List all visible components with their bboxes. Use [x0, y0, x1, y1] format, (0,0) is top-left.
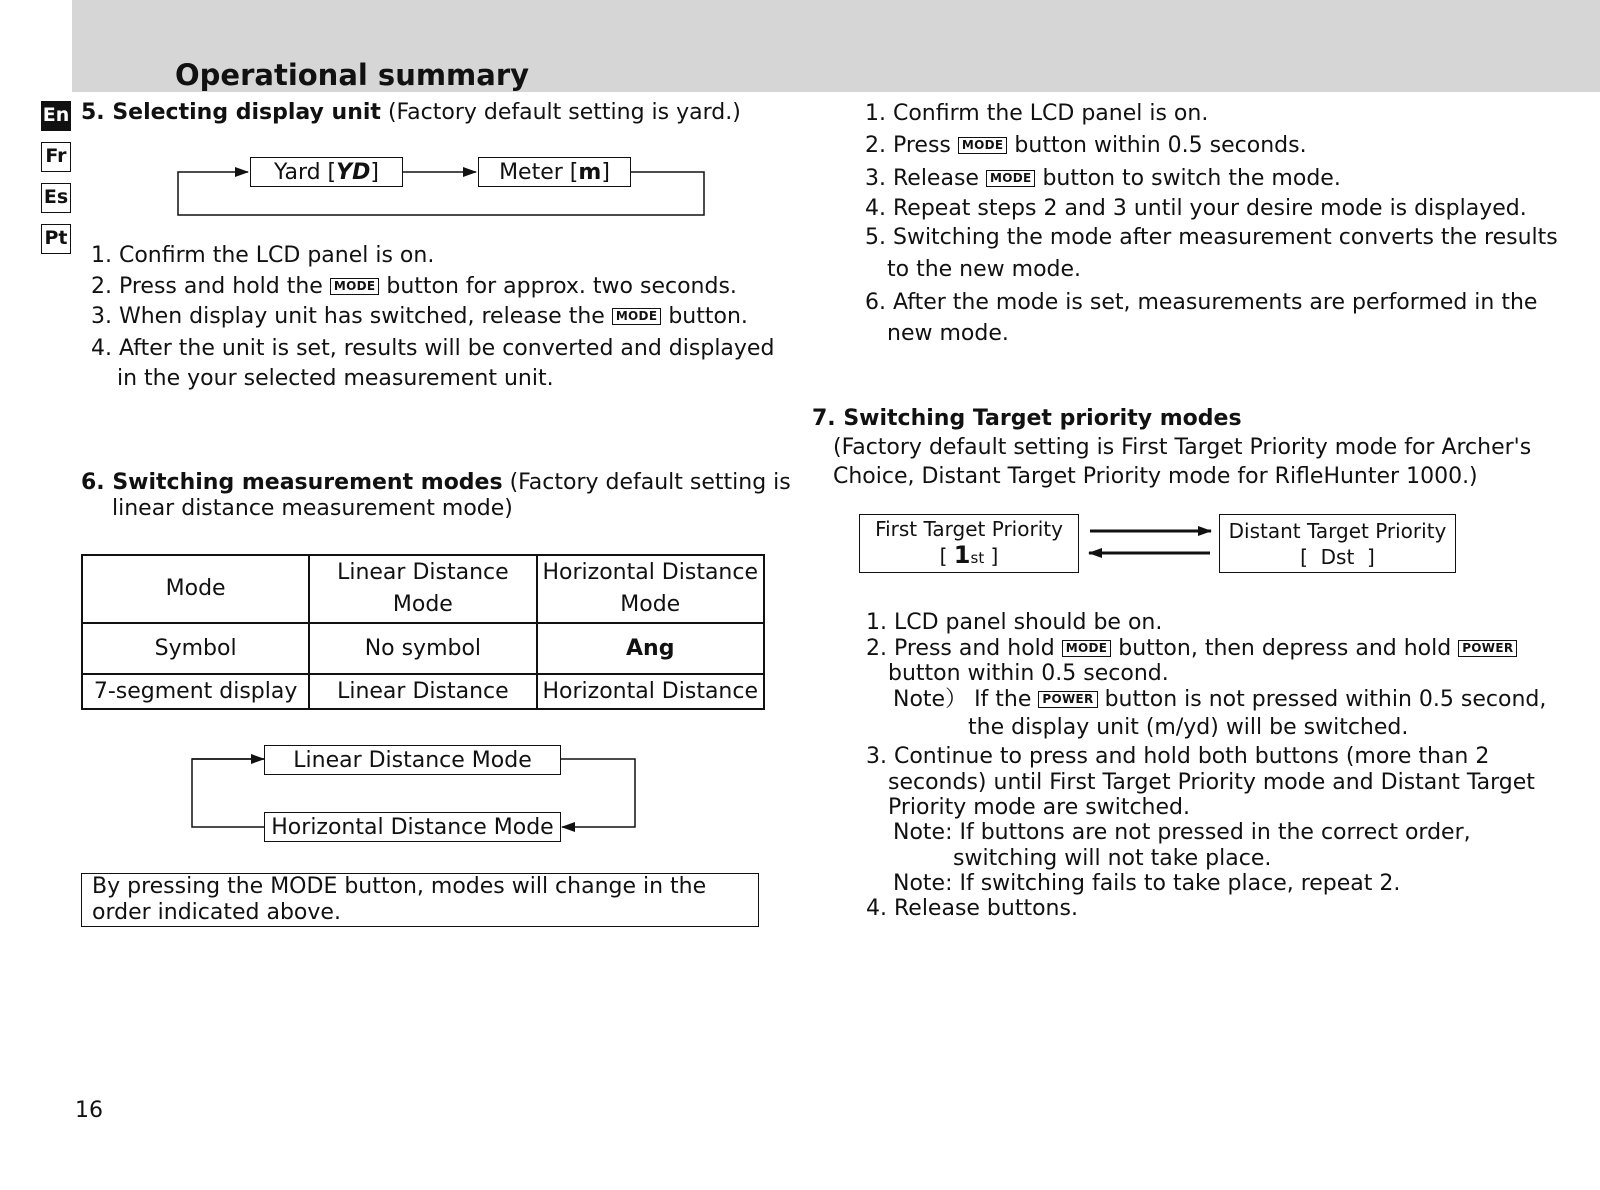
- s7-step-2-cont: button within 0.5 second.: [888, 661, 1169, 686]
- table-row: [82, 555, 764, 623]
- page-number: 16: [75, 1098, 103, 1123]
- s5-step-1: 1. Confirm the LCD panel is on.: [91, 243, 435, 268]
- s7-step-1: 1. LCD panel should be on.: [866, 610, 1163, 635]
- symbol-big: 1: [953, 541, 971, 569]
- r-step-2-b: button within 0.5 seconds.: [1014, 133, 1307, 158]
- symbol-close: ]: [984, 544, 999, 568]
- table-cell: Mode: [82, 555, 309, 623]
- s7-step-3-cont-2: Priority mode are switched.: [888, 795, 1190, 820]
- r-step-3-a: 3. Release: [865, 166, 979, 191]
- section7-heading: 7. Switching Target priority modes: [812, 406, 1242, 431]
- yard-close: ]: [370, 159, 379, 185]
- section7-note-2: Choice, Distant Target Priority mode for RifleHunter 1000.): [833, 464, 1478, 489]
- s7-note-0-b: button is not pressed within 0.5 second,: [1104, 687, 1547, 712]
- section5-note: (Factory default setting is yard.): [380, 100, 741, 125]
- s5-step-4: 4. After the unit is set, results will be converted and displayed: [91, 336, 775, 361]
- s7-note-0-cont: the display unit (m/yd) will be switched.: [968, 715, 1409, 740]
- table-row: [82, 674, 764, 709]
- mode-table: [81, 554, 765, 710]
- mode-button-icon: MODE: [958, 137, 1008, 154]
- r-step-4: 4. Repeat steps 2 and 3 until your desire mode is displayed.: [865, 196, 1527, 221]
- horizontal-distance-mode-box: Horizontal Distance Mode: [264, 812, 561, 842]
- mode-order-note: By pressing the MODE button, modes will change in the order indicated above.: [81, 873, 759, 927]
- table-cell: 7-segment display: [82, 674, 309, 709]
- language-tab-es[interactable]: Es: [41, 183, 71, 213]
- mode-button-icon: MODE: [612, 308, 662, 325]
- mode-button-icon: MODE: [1062, 640, 1112, 657]
- power-button-icon: POWER: [1458, 640, 1517, 657]
- table-cell: Linear Distance Mode: [309, 555, 536, 623]
- s7-note-2: Note: If switching fails to take place, repeat 2.: [893, 871, 1401, 896]
- r-step-3: [865, 166, 1341, 192]
- mode-button-icon: MODE: [986, 170, 1036, 187]
- meter-label: Meter [: [499, 159, 579, 185]
- r-step-3-b: button to switch the mode.: [1042, 166, 1341, 191]
- section7-note-1: (Factory default setting is First Target Priority mode for Archer's: [833, 435, 1532, 460]
- section6-note-cont: linear distance measurement mode): [112, 496, 513, 521]
- first-target-priority-symbol: [940, 542, 999, 571]
- r-step-6: 6. After the mode is set, measurements are performed in the: [865, 290, 1538, 315]
- s5-step-3-b: button.: [668, 304, 748, 329]
- language-tab-pt[interactable]: Pt: [41, 224, 71, 254]
- section6-heading: 6. Switching measurement modes: [81, 470, 503, 495]
- section6-heading-line: [81, 470, 791, 496]
- s7-step-3: 3. Continue to press and hold both buttons (more than 2: [866, 744, 1490, 769]
- table-cell: Ang: [537, 623, 765, 674]
- s7-note-0: [893, 687, 1546, 713]
- distant-target-priority-label: Distant Target Priority: [1228, 518, 1447, 543]
- s5-step-3-a: 3. When display unit has switched, release the: [91, 304, 605, 329]
- section5-heading: 5. Selecting display unit: [81, 100, 381, 125]
- language-tab-en[interactable]: En: [41, 101, 71, 131]
- r-step-2-a: 2. Press: [865, 133, 951, 158]
- table-row: [82, 623, 764, 674]
- meter-symbol: m: [578, 159, 602, 185]
- r-step-1: 1. Confirm the LCD panel is on.: [865, 101, 1209, 126]
- s7-note-0-a: Note） If the: [893, 687, 1032, 712]
- s7-note-1-cont: switching will not take place.: [953, 846, 1272, 871]
- r-step-5-cont: to the new mode.: [887, 257, 1082, 282]
- first-target-priority-box: [859, 514, 1079, 573]
- yard-box: [250, 157, 403, 187]
- r-step-2: [865, 133, 1307, 159]
- meter-box: [478, 157, 631, 187]
- table-cell: No symbol: [309, 623, 536, 674]
- table-cell: Horizontal Distance: [537, 674, 765, 709]
- symbol-open: [: [939, 544, 954, 568]
- r-step-5: 5. Switching the mode after measurement converts the results: [865, 225, 1558, 250]
- s7-note-1: Note: If buttons are not pressed in the correct order,: [893, 820, 1471, 845]
- yard-symbol: YD: [336, 159, 371, 185]
- s5-step-2-b: button for approx. two seconds.: [386, 274, 737, 299]
- s7-step-2-a: 2. Press and hold: [866, 636, 1055, 661]
- table-cell: Symbol: [82, 623, 309, 674]
- table-cell: Linear Distance: [309, 674, 536, 709]
- power-button-icon: POWER: [1038, 691, 1097, 708]
- table-cell: Horizontal Distance Mode: [537, 555, 765, 623]
- mode-button-icon: MODE: [330, 278, 380, 295]
- s5-step-3: [91, 304, 748, 330]
- s7-step-3-cont-1: seconds) until First Target Priority mode and Distant Target: [888, 770, 1535, 795]
- distant-target-priority-symbol: [ Dst ]: [1300, 544, 1375, 569]
- linear-distance-mode-box: Linear Distance Mode: [264, 745, 561, 775]
- symbol-small: st: [970, 549, 985, 567]
- language-tab-fr[interactable]: Fr: [41, 142, 71, 172]
- s5-step-4-cont: in the your selected measurement unit.: [117, 366, 554, 391]
- page-title: Operational summary: [175, 58, 530, 92]
- section6-note: (Factory default setting is: [502, 470, 791, 495]
- yard-label: Yard [: [274, 159, 337, 185]
- r-step-6-cont: new mode.: [887, 321, 1009, 346]
- first-target-priority-label: First Target Priority: [875, 517, 1063, 541]
- s5-step-2-a: 2. Press and hold the: [91, 274, 323, 299]
- s7-step-2-b: button, then depress and hold: [1118, 636, 1452, 661]
- meter-close: ]: [601, 159, 610, 185]
- distant-target-priority-box: [1219, 514, 1456, 573]
- s5-step-2: [91, 274, 737, 300]
- s7-step-4: 4. Release buttons.: [866, 896, 1078, 921]
- s7-step-2: [866, 636, 1517, 662]
